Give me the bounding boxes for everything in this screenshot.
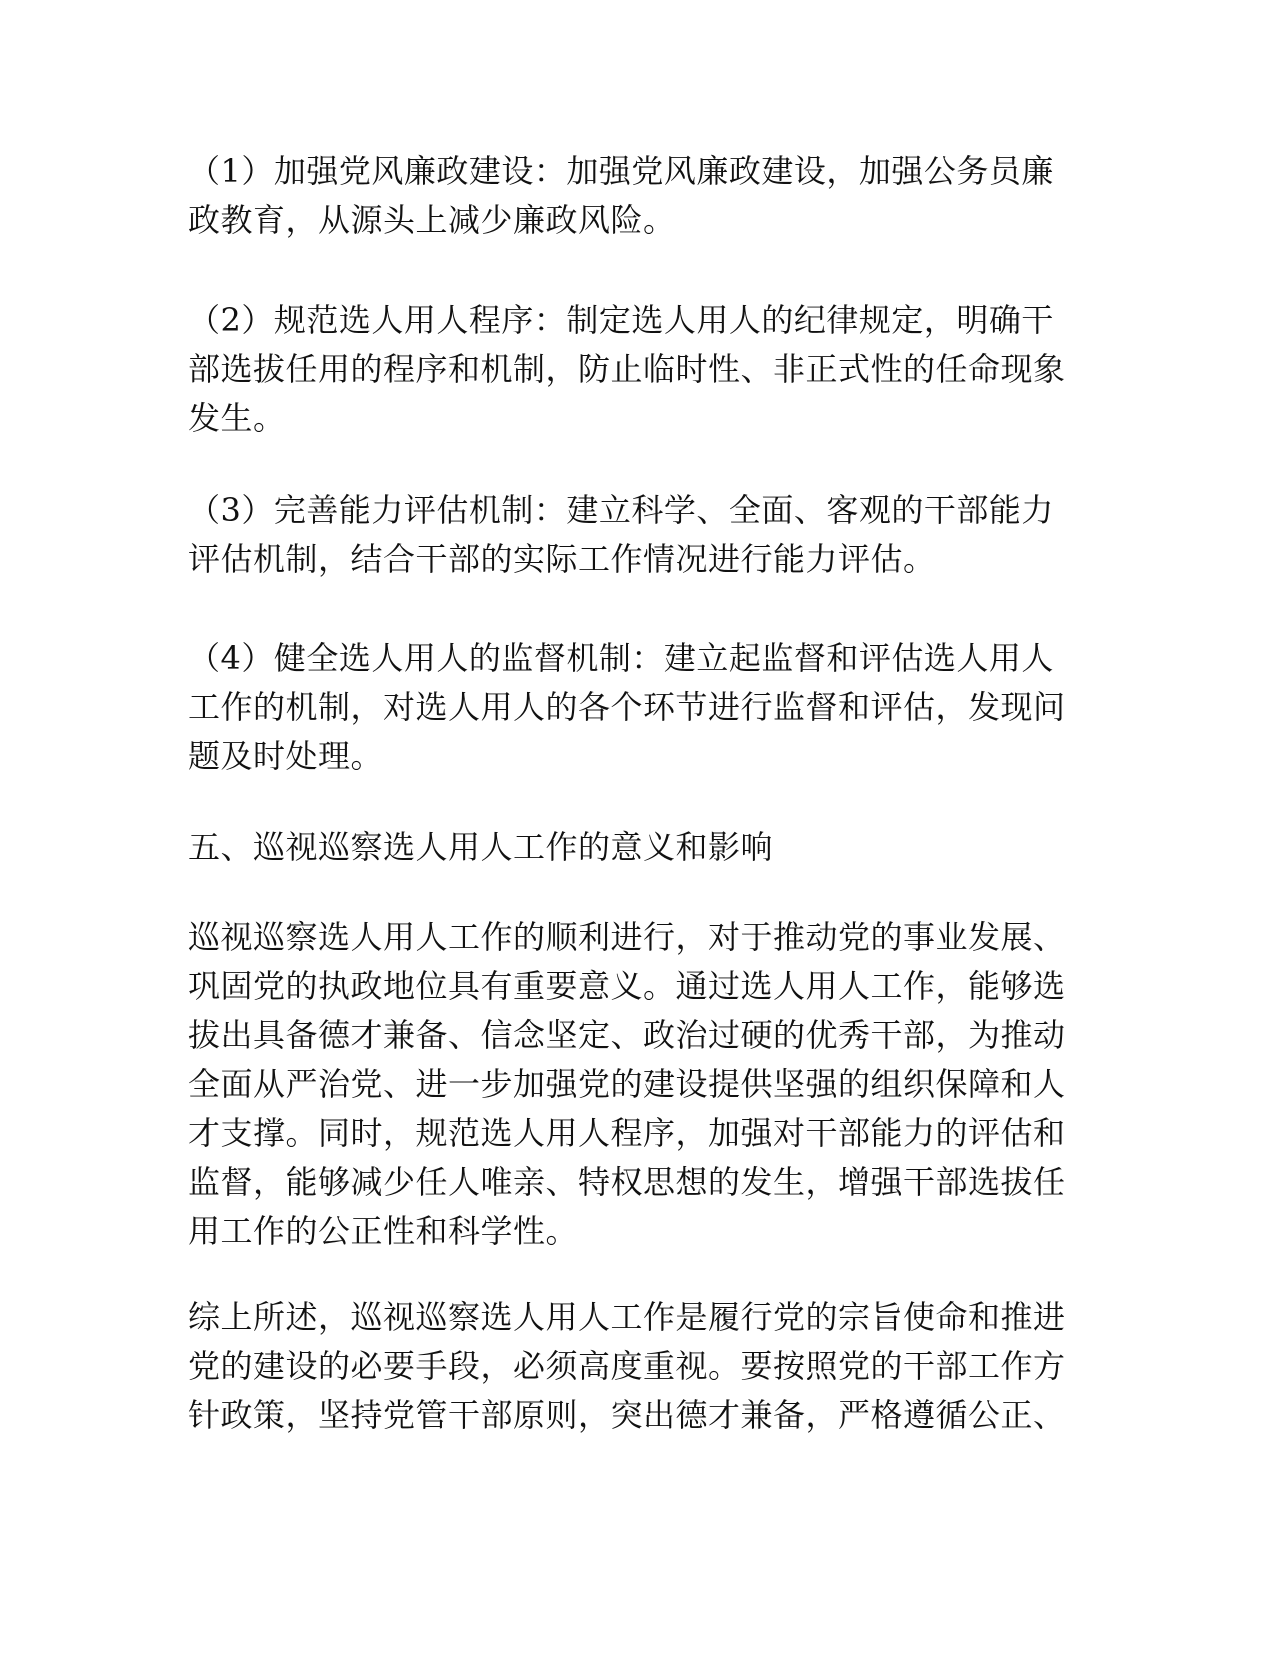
text-line: 巡视巡察选人用人工作的顺利进行，对于推动党的事业发展、 <box>188 918 1066 956</box>
text-line: 发生。 <box>188 399 286 437</box>
text-line: 监督，能够减少任人唯亲、特权思想的发生，增强干部选拔任 <box>188 1163 1066 1201</box>
text-line: 党的建设的必要手段，必须高度重视。要按照党的干部工作方 <box>188 1347 1066 1385</box>
text-line: （2）规范选人用人程序：制定选人用人的纪律规定，明确干 <box>188 301 1054 339</box>
paragraph-conclusion <box>188 1293 1088 1440</box>
text-line: 才支撑。同时，规范选人用人程序，加强对干部能力的评估和 <box>188 1114 1066 1152</box>
measure-item-3 <box>188 486 1088 584</box>
measure-item-2 <box>188 296 1088 443</box>
text-line: 题及时处理。 <box>188 737 384 775</box>
text-line: 综上所述，巡视巡察选人用人工作是履行党的宗旨使命和推进 <box>188 1298 1066 1336</box>
section-heading <box>188 823 1088 872</box>
text-line: 评估机制，结合干部的实际工作情况进行能力评估。 <box>188 540 936 578</box>
text-line: （4）健全选人用人的监督机制：建立起监督和评估选人用人 <box>188 639 1054 677</box>
text-line: （3）完善能力评估机制：建立科学、全面、客观的干部能力 <box>188 491 1054 529</box>
text-line: 全面从严治党、进一步加强党的建设提供坚强的组织保障和人 <box>188 1065 1066 1103</box>
measure-item-4 <box>188 634 1088 781</box>
text-line: 巩固党的执政地位具有重要意义。通过选人用人工作，能够选 <box>188 967 1066 1005</box>
measure-item-1 <box>188 147 1088 245</box>
text-line: 针政策，坚持党管干部原则，突出德才兼备，严格遵循公正、 <box>188 1396 1066 1434</box>
text-line: 部选拔任用的程序和机制，防止临时性、非正式性的任命现象 <box>188 350 1066 388</box>
paragraph-significance <box>188 913 1088 1256</box>
text-line: 拔出具备德才兼备、信念坚定、政治过硬的优秀干部，为推动 <box>188 1016 1066 1054</box>
text-line: 工作的机制，对选人用人的各个环节进行监督和评估，发现问 <box>188 688 1066 726</box>
text-line: 政教育，从源头上减少廉政风险。 <box>188 201 676 239</box>
section-heading-text: 五、巡视巡察选人用人工作的意义和影响 <box>188 828 774 866</box>
text-line: 用工作的公正性和科学性。 <box>188 1212 579 1250</box>
text-line: （1）加强党风廉政建设：加强党风廉政建设，加强公务员廉 <box>188 152 1054 190</box>
